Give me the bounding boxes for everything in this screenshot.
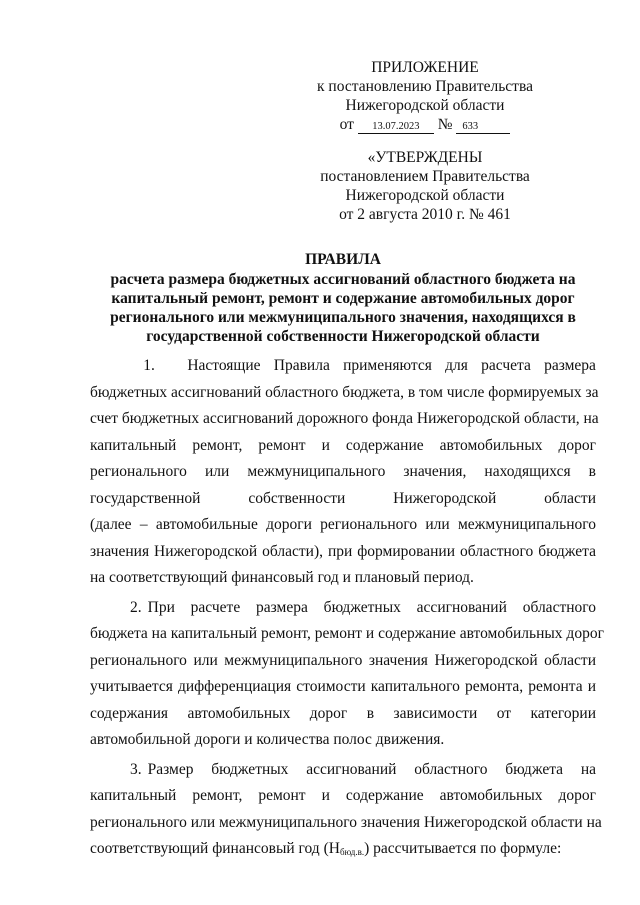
paragraph-3	[90, 757, 602, 863]
formula-intro-text-end: ) рассчитывается по формуле:	[364, 840, 562, 857]
rules-subtitle-line: капитальный ремонт, ремонт и содержание автомобильных дорог	[111, 290, 575, 307]
word: Настоящие	[187, 357, 261, 374]
paragraph-line: капитальный ремонт, ремонт и содержание автомобильных дорог	[90, 787, 596, 804]
appendix-line-1: к постановлению Правительства	[317, 78, 533, 95]
paragraph-number: 2.	[130, 598, 142, 616]
word: Правила	[273, 357, 330, 374]
paragraph-first-line-text: При расчете размера бюджетных ассигнований областного	[147, 598, 596, 616]
approved-line-1: постановлением Правительства	[320, 168, 530, 185]
paragraph-line: капитальный ремонт, ремонт и содержание автомобильных дорог	[90, 436, 596, 454]
decree-number: 633	[456, 120, 510, 134]
rules-subtitle-line: государственной собственности Нижегородской области	[146, 328, 540, 345]
paragraph-last-line	[90, 836, 596, 863]
paragraph-line: регионального или межмуниципального значения Нижегородской области на	[90, 813, 602, 831]
approved-line-2: Нижегородской области	[345, 187, 505, 204]
paragraph-number: 3.	[130, 760, 142, 778]
number-label: №	[437, 116, 453, 133]
paragraph-first-line-text: Размер бюджетных ассигнований областного бюджета на	[147, 760, 596, 778]
approved-block	[300, 148, 550, 224]
formula-subscript: бюд.в.	[339, 847, 365, 857]
appendix-line-2: Нижегородской области	[345, 97, 505, 114]
decree-date: 13.07.2023	[358, 120, 434, 134]
paragraph-number: 1.	[143, 357, 155, 374]
paragraph-line: автомобильной дороги и количества полос движения.	[90, 731, 445, 748]
appendix-title: ПРИЛОЖЕНИЕ	[371, 59, 479, 76]
rules-subtitle-line: регионального или межмуниципального значения, находящихся в	[110, 309, 576, 326]
appendix-date-line	[300, 115, 550, 134]
approved-title: «УТВЕРЖДЕНЫ	[367, 149, 483, 166]
paragraph-line: значения Нижегородской области), при формировании областного бюджета	[90, 542, 596, 560]
word: для	[445, 357, 468, 374]
paragraph-line: государственной собственности Нижегородской области	[90, 489, 596, 507]
rules-title-block	[90, 250, 596, 346]
paragraph-line: на соответствующий финансовый год и плановый период.	[90, 569, 474, 586]
word: расчета	[481, 357, 531, 374]
paragraph-line: регионального или межмуниципального значения, находящихся в	[90, 463, 596, 480]
word: размера	[544, 357, 596, 374]
word: применяются	[343, 357, 432, 374]
paragraph-line: бюджета на капитальный ремонт, ремонт и содержание автомобильных дорог	[90, 625, 604, 642]
paragraph-line: учитывается дифференциация стоимости капитального ремонта, ремонта и	[90, 678, 596, 695]
from-label: от	[339, 116, 354, 133]
paragraph-line: счет бюджетных ассигнований дорожного фонда Нижегородской области, на	[90, 410, 599, 427]
formula-intro-text: соответствующий финансовый год (Н	[90, 840, 340, 857]
paragraph-2	[90, 595, 604, 754]
paragraph-1	[90, 353, 599, 592]
paragraph-line: регионального или межмуниципального значения Нижегородской области	[90, 651, 596, 669]
paragraph-line: бюджетных ассигнований областного бюджета, в том числе формируемых за	[90, 383, 599, 401]
paragraph-first-line	[90, 757, 596, 784]
rules-subtitle-line: расчета размера бюджетных ассигнований областного бюджета на	[110, 271, 576, 288]
paragraph-first-line	[90, 353, 596, 380]
paragraph-line: содержания автомобильных дорог в зависимости от категории	[90, 704, 596, 722]
paragraph-first-line	[90, 595, 596, 622]
approved-line-3: от 2 августа 2010 г. № 461	[339, 206, 511, 223]
rules-body	[90, 353, 604, 863]
paragraph-line: (далее – автомобильные дороги регионального или межмуниципального	[90, 516, 596, 533]
rules-heading: ПРАВИЛА	[305, 251, 381, 268]
appendix-header	[300, 58, 550, 134]
